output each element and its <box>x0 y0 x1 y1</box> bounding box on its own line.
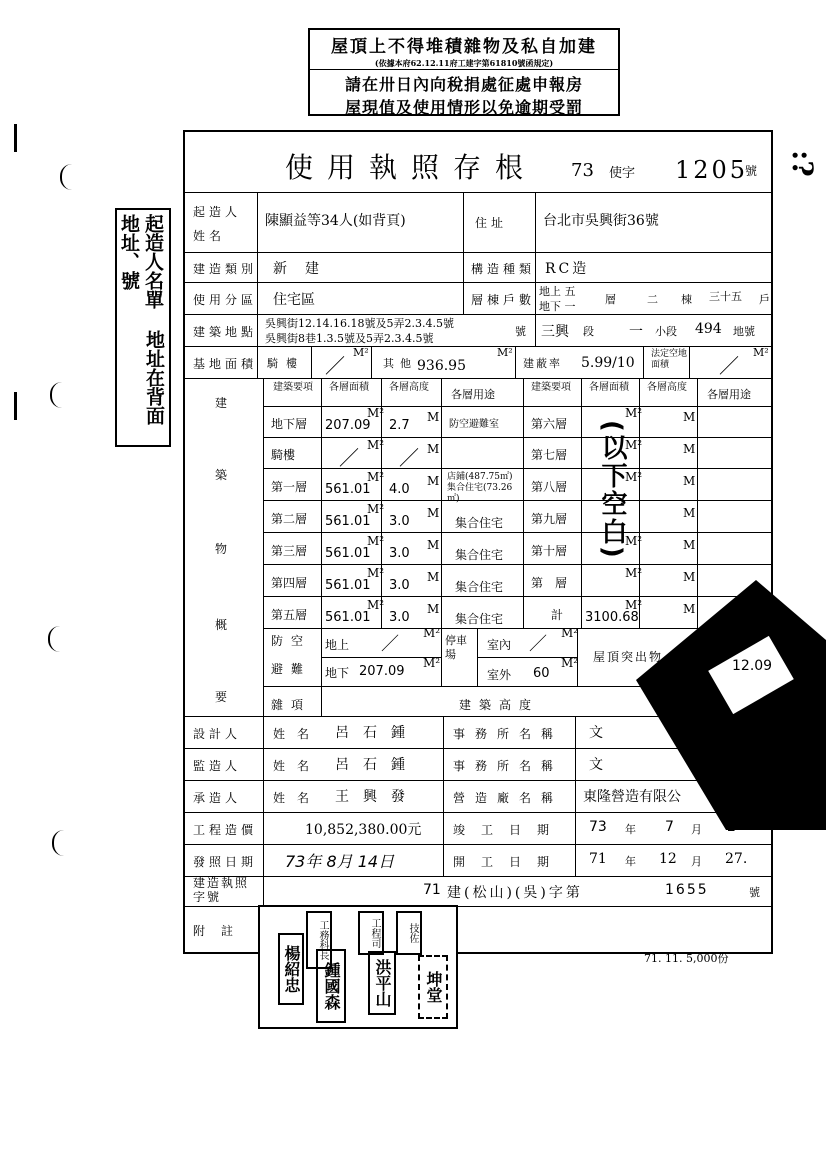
license-year: 71 <box>423 882 441 898</box>
license-hao: 號 <box>749 886 760 899</box>
misc-label: 雜項 <box>271 698 312 712</box>
contractor-company-label: 營造廠名稱 <box>453 791 564 805</box>
coverage-value: 5.99/10 <box>581 355 635 371</box>
start-month: 12 <box>659 851 677 867</box>
floor-area-arcade: ／ <box>339 446 359 470</box>
stamp-3: 洪平山 <box>368 951 396 1015</box>
floor-area-2f: 561.01 <box>325 514 371 529</box>
applicant-row <box>185 192 771 253</box>
parking-outdoor-value: 60 <box>533 666 550 681</box>
designer-office: 文 <box>589 725 603 741</box>
supervisor-office: 文 <box>589 757 603 773</box>
supervisor-name: 呂石鍾 <box>335 757 419 773</box>
floor-height-2f: 3.0 <box>389 514 410 529</box>
stamp-title-1: 工務科長 <box>306 911 332 969</box>
lot-section: 三興 <box>541 324 569 340</box>
other-value: 936.95 <box>417 358 466 374</box>
total-area: 3100.68 <box>585 610 639 625</box>
floor-name-arcade: 騎樓 <box>271 448 296 462</box>
structure-label: 構造種類 <box>471 262 536 276</box>
side-note <box>115 208 171 447</box>
floor-area-b1: 207.09 <box>325 418 371 433</box>
floor-name-5f: 第五層 <box>271 608 308 622</box>
license-number: 1655 <box>665 882 709 898</box>
margin-mark <box>14 124 17 152</box>
base-area-row <box>185 346 771 379</box>
header-area-right: 各層面積 <box>589 382 629 393</box>
floor-area-3f: 561.01 <box>325 546 371 561</box>
hole-punch <box>50 382 64 408</box>
arcade-unit: M² <box>353 346 369 359</box>
cost-label: 工程造價 <box>193 823 258 837</box>
air-raid-below: 地下 <box>325 666 350 680</box>
finish-month: 7 <box>665 819 674 835</box>
air-raid-above: 地上 <box>325 638 350 652</box>
finish-year: 73 <box>589 819 607 835</box>
air-raid-label-1: 防空 <box>271 634 312 648</box>
print-info: 71. 11. 5,000份 <box>644 952 729 965</box>
stamp-4: 坤堂 <box>418 955 448 1019</box>
header-use-right: 各層用途 <box>707 388 751 401</box>
site-label: 建築地點 <box>193 325 258 339</box>
floor-name-10f: 第十層 <box>531 544 568 558</box>
floor-name-nf: 第層 <box>531 576 580 590</box>
edge-mark: :? <box>786 150 819 177</box>
contractor-name-label: 姓名 <box>273 791 322 805</box>
hole-punch <box>48 626 62 652</box>
floor-area-5f: 561.01 <box>325 610 371 625</box>
issue-label: 發照日期 <box>193 855 258 869</box>
license-label: 建造執照字號 <box>193 876 250 904</box>
floor-name-7f: 第七層 <box>531 448 568 462</box>
floors-label: 層棟戶數 <box>471 293 536 307</box>
floors-above: 地上 五 <box>539 285 576 298</box>
applicant-value: 陳顯益等34人(如背頁) <box>265 213 406 229</box>
arcade-slash: ／ <box>325 354 345 378</box>
designer-label: 設計人 <box>193 727 242 741</box>
license-text: 建(松山)(吳)字第 <box>447 885 583 901</box>
roof-value: 12.09 <box>732 658 773 674</box>
supervisor-office-label: 事務所名稱 <box>453 759 564 773</box>
license-row <box>185 876 771 907</box>
issue-row: 發照日期 73年 8月 14日 開工日期 71 年 12 月 27. <box>185 844 771 877</box>
build-type-label: 建造類別 <box>193 262 258 276</box>
floors-below: 地下 一 <box>539 300 576 313</box>
floor-height-arcade: ／ <box>399 446 419 470</box>
applicant-label: 起造人姓名 <box>193 205 242 243</box>
overview-label-5: 要 <box>215 690 228 704</box>
hole-punch <box>52 830 66 856</box>
supervisor-name-label: 姓名 <box>273 759 322 773</box>
site-hao: 號 <box>515 325 526 338</box>
floors-hu: 三十五 <box>709 290 742 303</box>
floor-name-9f: 第九層 <box>531 512 568 526</box>
stamp-title-2: 工程司 <box>358 911 384 955</box>
floors-hu-unit: 戶 <box>759 293 770 306</box>
parking-indoor: 室內 <box>487 638 512 652</box>
permit-hao: 號 <box>745 164 758 178</box>
air-raid-label-2: 避難 <box>271 662 312 676</box>
parking-outdoor: 室外 <box>487 668 512 682</box>
supervisor-label: 監造人 <box>193 759 242 773</box>
signature-stamps <box>258 905 454 1025</box>
zone-row <box>185 282 771 315</box>
floor-name-3f: 第三層 <box>271 544 308 558</box>
floors-dong-unit: 棟 <box>681 293 692 306</box>
site-row <box>185 314 771 347</box>
header-area: 各層面積 <box>329 382 369 393</box>
zone-value: 住宅區 <box>273 292 315 308</box>
floors-rows: 地下層 207.09 2.7 防空避難室 騎樓 ／ ／ 第一層 561.01 4.0 店鋪(487.75㎡) 集合住宅(73.26㎡) 第二層 561.01 3.0 集合住宅 第三層 561.01 3.0 集合住宅 第四層 561.01 3.0 集合住宅 第五層 561.01 3.0 集合住宅 第六層 第七層 第八層 第九層 第十層 第層 計 3100.68 M² M M² M M² M M M² M M² M M² M M² M M² M M² M M² M M² M M² M M² M (以下空白) <box>263 406 771 628</box>
other-unit: M² <box>497 346 513 359</box>
floor-use-b1: 防空避難室 <box>449 419 499 430</box>
floors-ceng: 層 <box>605 293 616 306</box>
lot-duan: 段 <box>583 325 594 338</box>
notice-box <box>308 28 620 116</box>
address-label: 住址 <box>475 216 508 230</box>
permit-year: 73 <box>571 160 594 181</box>
floor-name-4f: 第四層 <box>271 576 308 590</box>
floor-height-5f: 3.0 <box>389 610 410 625</box>
issue-value: 73年 8月 14日 <box>285 852 395 871</box>
floor-area-4f: 561.01 <box>325 578 371 593</box>
header-item-right: 建築要項 <box>531 382 571 393</box>
designer-name-label: 姓名 <box>273 727 322 741</box>
arcade-label: 騎樓 <box>267 357 305 370</box>
floors-table: 建築要項 各層面積 各層高度 各層用途 建築要項 各層面積 各層高度 各層用途 地下層 207.09 2.7 防空避難室 騎樓 ／ ／ 第一層 561.01 4.0 店鋪(487.75㎡) 集合住宅(73.26㎡) 第二層 561.01 3.0 集合住宅 第三層 561.01 3.0 集合住宅 第四層 561.01 3.0 集合住宅 第五層 561.01 3.0 集合住宅 第六層 第七層 第八層 第九層 第十層 第層 計 3100.68 M² M M² M M² M M M² M M² M M² M M² M M² M M² M M² M M² M M² M M² M (以下空白) 防空 避難 地上 ／ M² 地下 207.09 M² 停車場 室內 ／ M² 室外 60 M² 屋頂突出物 雜項 建築高度 <box>263 378 771 716</box>
coverage-label: 建蔽率 <box>523 357 562 370</box>
header-height-right: 各層高度 <box>647 382 687 393</box>
stamp-1: 楊紹忠 <box>278 933 304 1005</box>
lot-unit: 地號 <box>733 325 755 338</box>
overview-label-3: 物 <box>215 542 228 556</box>
corner-stamp-overlay <box>636 580 826 830</box>
finish-label: 竣工日期 <box>453 823 566 837</box>
floor-name-total: 計 <box>551 608 564 622</box>
floor-use-4f: 集合住宅 <box>455 580 504 594</box>
base-area-label: 基地面積 <box>193 357 258 371</box>
header-item: 建築要項 <box>273 382 313 393</box>
lot-xiaoduan: 小段 <box>655 325 677 338</box>
floor-name-6f: 第六層 <box>531 417 568 431</box>
lot-subsection: 一 <box>629 324 643 340</box>
blank-note: (以下空白) <box>597 420 627 560</box>
stamp-title-3: 技佐 <box>396 911 422 955</box>
cost-row: 工程造價 10,852,380.00元 竣工日期 73 年 7 月 <box>185 812 771 845</box>
notice-line-4: 屋現值及使用情形以免逾期受罰 <box>344 98 583 117</box>
open-space-slash: ／ <box>719 354 739 378</box>
floors-dong: 二 <box>647 293 658 306</box>
floor-name-8f: 第八層 <box>531 480 568 494</box>
permit-char: 使字 <box>609 166 636 181</box>
permit-form <box>183 130 773 954</box>
notice-line-2: (依據本府62.12.11府工建字第61810號函規定) <box>374 58 554 68</box>
header-height: 各層高度 <box>389 382 429 393</box>
zone-label: 使用分區 <box>193 293 258 307</box>
start-day: 27. <box>725 851 748 867</box>
lot-number: 494 <box>695 321 722 337</box>
floor-height-3f: 3.0 <box>389 546 410 561</box>
side-note-col3: 地址、號 <box>118 214 140 290</box>
notice-line-1: 屋頂上不得堆積雜物及私自加建 <box>331 37 597 57</box>
other-label: 其他 <box>383 357 417 370</box>
floor-height-b1: 2.7 <box>389 418 410 433</box>
floor-use-2f: 集合住宅 <box>455 516 504 530</box>
floor-use-5f: 集合住宅 <box>455 612 504 626</box>
contractor-company: 東隆營造有限公 <box>583 789 681 805</box>
site-line2: 吳興街8巷1.3.5號及5弄2.3.4.5號 <box>265 332 434 345</box>
designer-name: 呂石鍾 <box>335 725 419 741</box>
header-use: 各層用途 <box>451 388 495 401</box>
overview-label-4: 概 <box>215 618 228 632</box>
floor-area-1f: 561.01 <box>325 482 371 497</box>
side-note-col2: 地址在背面 <box>143 330 165 425</box>
stamp-2: 鍾國森 <box>316 949 346 1023</box>
floor-height-1f: 4.0 <box>389 482 410 497</box>
open-space-unit: M² <box>753 346 769 359</box>
structure-value: RC造 <box>545 261 590 277</box>
permit-number: 1205 <box>675 156 749 184</box>
floor-height-4f: 3.0 <box>389 578 410 593</box>
start-year: 71 <box>589 851 607 867</box>
overview-label-2: 築 <box>215 468 228 482</box>
overview-label-1: 建 <box>215 396 228 410</box>
floor-name-2f: 第二層 <box>271 512 308 526</box>
notice-line-3: 請在卅日內向稅捐處征處申報房 <box>310 69 618 95</box>
title-row <box>185 132 771 193</box>
cost-value: 10,852,380.00元 <box>305 822 422 838</box>
address-value: 台北市吳興街36號 <box>543 213 659 229</box>
air-raid-below-value: 207.09 <box>359 664 405 679</box>
side-note-col1: 起造人名單 <box>142 214 164 309</box>
floor-name-1f: 第一層 <box>271 480 308 494</box>
open-space-label: 法定空地面積 <box>651 349 688 370</box>
margin-mark <box>14 392 17 420</box>
form-title: 使用執照存根 <box>285 151 538 184</box>
roof-label: 屋頂突出物 <box>593 650 664 664</box>
building-height-label: 建築高度 <box>459 698 540 712</box>
floor-use-1f: 店鋪(487.75㎡) 集合住宅(73.26㎡) <box>447 472 513 504</box>
contractor-name: 王興發 <box>335 789 419 805</box>
contractor-label: 承造人 <box>193 791 242 805</box>
build-type-value: 新建 <box>273 261 337 277</box>
attach-label: 附註 <box>193 924 250 938</box>
site-line1: 吳興街12.14.16.18號及5弄2.3.4.5號 <box>265 317 454 330</box>
start-label: 開工日期 <box>453 855 566 869</box>
designer-office-label: 事務所名稱 <box>453 727 564 741</box>
build-type-row <box>185 252 771 283</box>
floor-use-3f: 集合住宅 <box>455 548 504 562</box>
floor-name-b1: 地下層 <box>271 417 308 431</box>
parking-label: 停車場 <box>445 634 467 661</box>
hole-punch <box>60 164 74 190</box>
